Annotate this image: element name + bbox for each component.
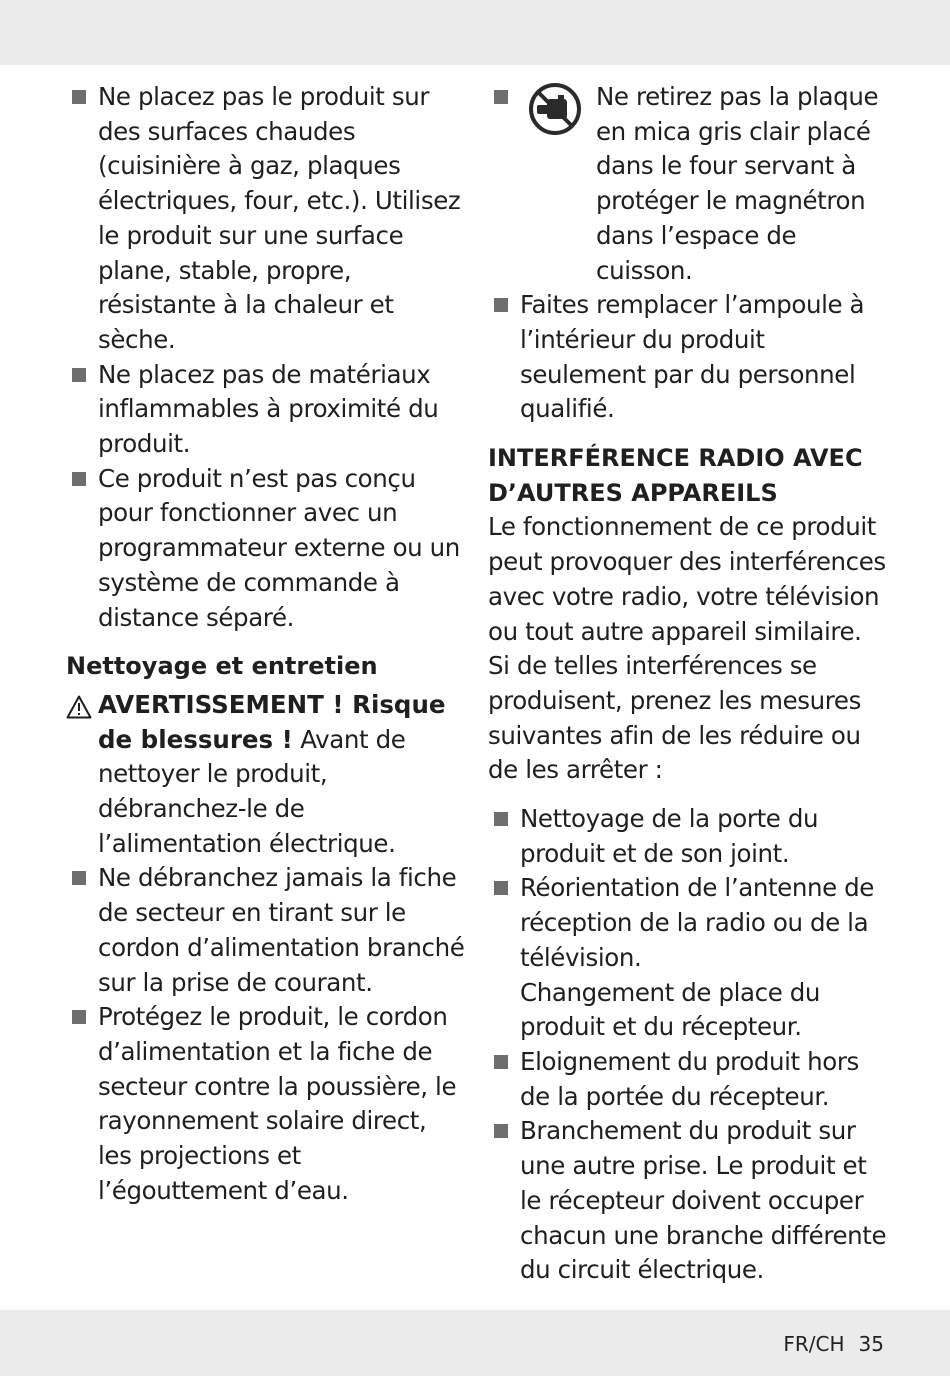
warning-item [66, 688, 466, 862]
list-item [488, 802, 888, 871]
section-heading: Nettoyage et entretien [66, 652, 378, 681]
list-item [66, 1000, 466, 1208]
list-item-text: Ne débranchez jamais la fiche de secteur en tirant sur le cordon d’alimentation branché sur la prise de courant. [98, 863, 465, 997]
warning-bold: AVERTISSEMENT ! Risque de blessures ! [98, 689, 446, 754]
list-item [66, 80, 466, 358]
list-item-text: Faites remplacer l’ampoule à l’intérieur du produit seulement par du personnel qualifié. [520, 290, 865, 424]
square-bullet-icon [72, 90, 86, 104]
square-bullet-icon [72, 871, 86, 885]
list-item-text: Réorientation de l’antenne de réception de la radio ou de la télévision. [520, 873, 874, 972]
list-item [488, 871, 888, 1045]
square-bullet-icon [494, 90, 508, 104]
list-item [66, 462, 466, 636]
list-item-text: Ne placez pas de matériaux inflammables à proximité du produit. [98, 359, 439, 459]
left-column [66, 80, 466, 1209]
symbol-item-text: Ne retirez pas la plaque en mica gris clair placé dans le four servant à protéger le magnétron dans l’espace de cuisson. [596, 82, 879, 285]
list-item [488, 288, 888, 427]
warning-text: Avant de nettoyer le produit, débranchez-le de l’alimentation électrique. [98, 724, 406, 858]
list-item-text: Nettoyage de la porte du produit et de son joint. [520, 804, 819, 868]
right-column [488, 80, 888, 1288]
footer-language: FR/CH [783, 1332, 845, 1356]
list-item [66, 358, 466, 462]
square-bullet-icon [72, 368, 86, 382]
list-item-text: Ce produit n’est pas conçu pour fonctionner avec un programmateur externe ou un système de commande à distance séparé. [98, 463, 460, 632]
list-item-text: Eloignement du produit hors de la portée du récepteur. [520, 1046, 859, 1111]
list-item [488, 1114, 888, 1288]
list-item-text: Protégez le produit, le cordon d’alimentation et la fiche de secteur contre la poussière, le rayonnement solaire direct, les projections et l’égouttement d’eau. [98, 1002, 457, 1205]
square-bullet-icon [494, 881, 508, 895]
page-number: 35 [858, 1332, 884, 1356]
square-bullet-icon [494, 812, 508, 826]
square-bullet-icon [72, 1010, 86, 1024]
square-bullet-icon [72, 472, 86, 486]
header-band [0, 0, 950, 65]
list-item-continuation: Changement de place du produit et du récepteur. [520, 977, 821, 1042]
page-footer [783, 1332, 884, 1356]
warning-triangle-icon [66, 695, 92, 719]
list-item-text: Ne placez pas le produit sur des surfaces chaudes (cuisinière à gaz, plaques électriques, four, etc.). Utilisez le produit sur une surface plane, stable, propre, résistante à la chaleur et sèche. [98, 82, 461, 354]
square-bullet-icon [494, 1124, 508, 1138]
list-item [66, 861, 466, 1000]
section-heading: INTERFÉRENCE RADIO AVEC D’AUTRES APPAREILS [488, 444, 863, 507]
list-item-text: Branchement du produit sur une autre prise. Le produit et le récepteur doivent occuper chacun une branche différente du circuit électrique. [520, 1116, 887, 1285]
list-item [488, 1045, 888, 1114]
square-bullet-icon [494, 1055, 508, 1069]
square-bullet-icon [494, 298, 508, 312]
symbol-list-item [488, 80, 888, 288]
no-hand-removal-icon [528, 82, 582, 136]
body-paragraph: Le fonctionnement de ce produit peut provoquer des interférences avec votre radio, votre télévision ou tout autre appareil similaire. Si de telles interférences se produisent, prenez les mesures suivantes afin de les réduire ou de les arrêter : [488, 512, 886, 785]
